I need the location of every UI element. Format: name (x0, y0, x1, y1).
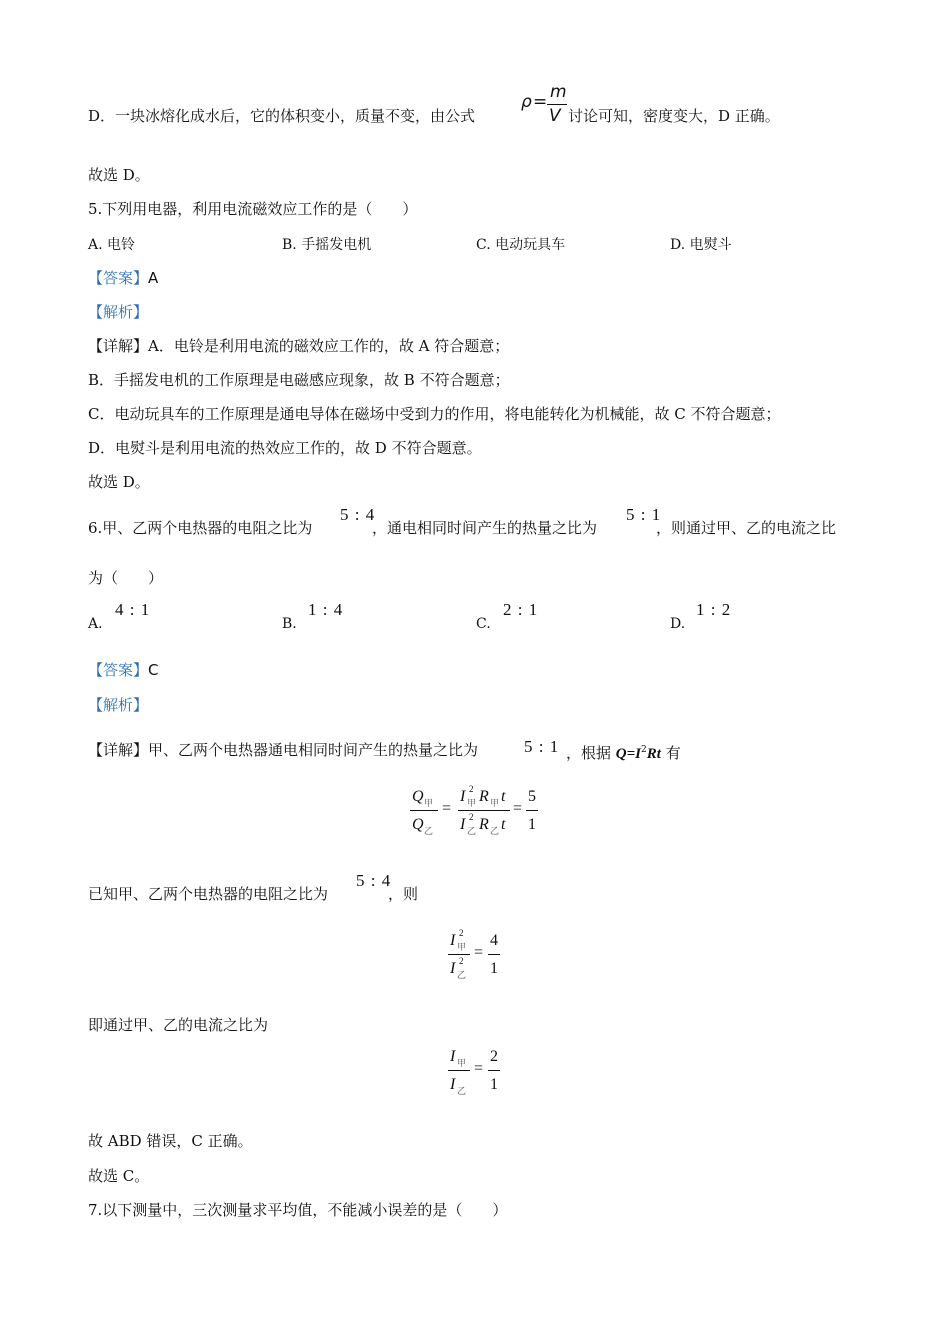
q6-ratio-heat: 5 : 1 (626, 505, 662, 524)
eq1-r-den: R (479, 816, 489, 833)
q6-stem-part1: 6.甲、乙两个电热器的电阻之比为 (88, 519, 313, 537)
q6-answer-line (88, 660, 159, 680)
eq1-q-den: Q (412, 816, 424, 833)
eq1-eq-2: = (513, 800, 523, 817)
eq1-rhs-den: 1 (528, 816, 536, 833)
q6-option-b-letter: B. (282, 616, 297, 632)
eq2-i-num: I (450, 932, 456, 949)
q5-detail-tag: 【详解】 (88, 337, 149, 355)
eq3-i-num: I (450, 1048, 456, 1065)
eq1-i-num-sub: 甲 (467, 798, 477, 808)
q6-option-b (282, 600, 362, 636)
eq2-i-den: I (450, 960, 456, 977)
eq2-i-den-sub: 乙 (457, 970, 467, 980)
eq3-rhs-num: 2 (490, 1048, 498, 1065)
q6-stem-line2: 为（ ） (88, 569, 164, 587)
formula-num: m (550, 82, 567, 102)
eq1-r-num: R (479, 788, 489, 805)
q6-answer: C (148, 661, 159, 679)
eq3-eq: = (474, 1060, 484, 1077)
formula-rho: ρ (521, 92, 532, 112)
q6-option-a-letter: A. (88, 616, 103, 632)
q6-detail-line1 (88, 740, 478, 760)
eq3-i-den: I (450, 1076, 456, 1093)
eq3-i-num-sub: 甲 (457, 1058, 467, 1068)
eq1-i-num: I (460, 788, 466, 805)
q6-stem-part2: ，通电相同时间产生的热量之比为 (372, 519, 598, 537)
q6-stem-part2-line (372, 518, 597, 538)
eq1-t-den: t (501, 816, 506, 833)
q6-option-d-letter: D. (670, 616, 686, 632)
q6-equation-current-ratio (448, 1046, 508, 1100)
eq1-r-den-sub: 乙 (490, 826, 500, 836)
q5-detail-a: A．电铃是利用电流的磁效应工作的，故 A 符合题意； (148, 337, 510, 355)
q5-stem: 5.下列用电器，利用电流磁效应工作的是（ ） (88, 200, 418, 218)
q6-wrong-text: 故 ABD 错误，C 正确。 (88, 1132, 253, 1150)
q6-known-end: ，则 (388, 885, 419, 903)
q6-detail-line1-end-line (566, 740, 681, 764)
eq1-t-num: t (501, 788, 506, 805)
q7-stem: 7.以下测量中，三次测量求平均值，不能减小误差的是（ ） (88, 1201, 508, 1219)
eq2-i-num-sq: 2 (459, 928, 464, 938)
q6-detail-line1-end: ，根据 (566, 744, 612, 762)
eq2-i-num-sub: 甲 (457, 942, 467, 952)
q4-d-text-after: 讨论可知，密度变大，D 正确。 (568, 107, 780, 125)
eq3-i-den-sub: 乙 (457, 1086, 467, 1096)
q4-conclusion: 故选 D。 (88, 166, 150, 184)
q6-conclusion: 故选 C。 (88, 1167, 150, 1185)
q6-known-end-line (388, 884, 418, 904)
formula-eq: = (533, 92, 548, 112)
q6-formula-sq: 2 (641, 745, 647, 755)
q6-option-d (670, 600, 750, 636)
q6-option-a-value: 4 : 1 (115, 600, 151, 619)
q6-known-ratio: 5 : 4 (356, 871, 392, 890)
formula-den: V (549, 106, 561, 126)
q5-answer: A (148, 269, 159, 287)
q6-ratio-resistance: 5 : 4 (340, 505, 376, 524)
q4-d-text-before: D．一块冰熔化成水后，它的体积变小，质量不变，由公式 (88, 107, 476, 125)
q6-option-c-value: 2 : 1 (503, 600, 539, 619)
q6-option-a (88, 600, 168, 636)
q6-detail-text: 甲、乙两个电热器通电相同时间产生的热量之比为 (148, 741, 479, 759)
eq2-i-den-sq: 2 (459, 956, 464, 966)
q6-formula-you: 有 (665, 744, 681, 762)
q4-option-d-line (88, 106, 475, 126)
eq2-rhs-num: 4 (490, 932, 498, 949)
q6-stem-line1 (88, 518, 312, 538)
q6-known-text: 已知甲、乙两个电热器的电阻之比为 (88, 885, 329, 903)
eq1-i-num-sq: 2 (469, 784, 474, 794)
q5-option-a: A. 电铃 (88, 237, 136, 253)
q6-stem-part3-line (656, 518, 836, 538)
q5-conclusion: 故选 D。 (88, 473, 150, 491)
q6-detail-tag: 【详解】 (88, 741, 149, 759)
eq1-i-den-sq: 2 (469, 812, 474, 822)
q5-option-c: C. 电动玩具车 (476, 237, 566, 253)
q6-ratio-text: 即通过甲、乙的电流之比为 (88, 1016, 269, 1034)
eq1-q-num-sub: 甲 (424, 798, 434, 808)
q5-detail-d: D．电熨斗是利用电流的热效应工作的，故 D 不符合题意。 (88, 439, 482, 457)
eq1-q-num: Q (412, 788, 424, 805)
q6-detail-ratio: 5 : 1 (524, 737, 560, 756)
q6-stem-part3: ，则通过甲、乙的电流之比 (656, 519, 837, 537)
eq3-rhs-den: 1 (490, 1076, 498, 1093)
eq1-q-den-sub: 乙 (424, 826, 434, 836)
eq1-i-den-sub: 乙 (467, 826, 477, 836)
q4-d-text-after-line (568, 106, 780, 126)
q5-detail-b: B．手摇发电机的工作原理是电磁感应现象，故 B 不符合题意； (88, 371, 510, 389)
q6-option-b-value: 1 : 4 (308, 600, 344, 619)
q5-analysis-tag: 【解析】 (88, 303, 149, 321)
q5-option-b: B. 手摇发电机 (282, 237, 372, 253)
q5-answer-tag: 【答案】 (88, 269, 149, 287)
q6-known-line (88, 884, 328, 904)
q6-option-d-value: 1 : 2 (696, 600, 732, 619)
eq2-rhs-den: 1 (490, 960, 498, 977)
q6-equation-heat-ratio (410, 786, 550, 840)
q6-option-c (476, 600, 556, 636)
q5-detail-a-line (88, 336, 509, 356)
q6-analysis-tag: 【解析】 (88, 696, 149, 714)
eq2-eq: = (474, 944, 484, 961)
q6-answer-tag: 【答案】 (88, 661, 149, 679)
eq1-i-den: I (460, 816, 466, 833)
eq1-eq-1: = (442, 800, 452, 817)
q6-formula-q: Q=I (615, 746, 642, 762)
q6-equation-current-square-ratio (448, 930, 508, 984)
q4-density-formula (521, 84, 569, 128)
q5-option-d: D. 电熨斗 (670, 237, 732, 253)
eq1-r-num-sub: 甲 (490, 798, 500, 808)
q5-detail-c: C．电动玩具车的工作原理是通电导体在磁场中受到力的作用，将电能转化为机械能，故 C 不符合题意； (88, 405, 781, 423)
eq1-rhs-num: 5 (528, 788, 536, 805)
q6-option-c-letter: C. (476, 616, 491, 632)
q5-answer-line (88, 268, 158, 288)
q6-formula-rt: Rt (646, 746, 661, 762)
